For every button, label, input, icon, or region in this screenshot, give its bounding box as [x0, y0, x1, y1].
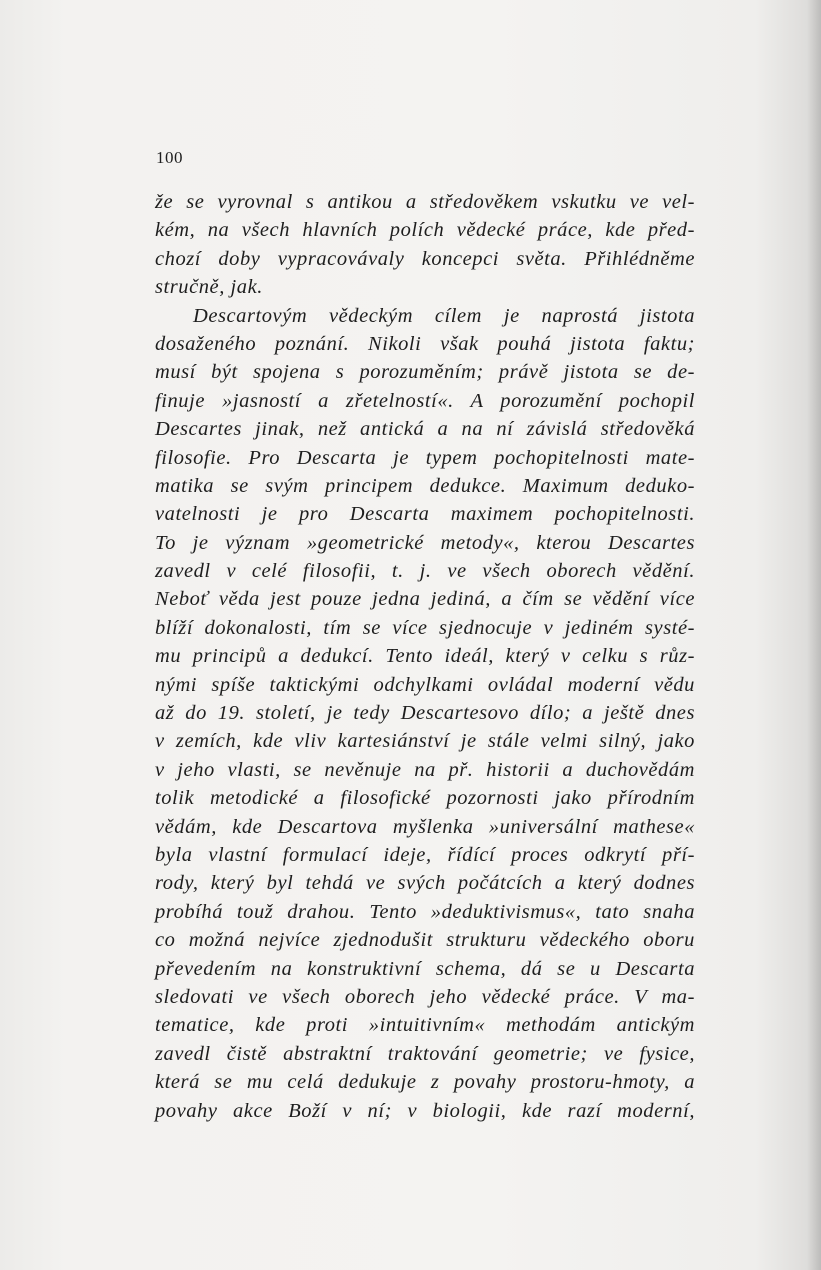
text-line: To je význam »geometrické metody«, kterou Descartes [155, 531, 695, 554]
text-line: převedením na konstruktivní schema, dá se u Descarta [155, 957, 695, 980]
text-line: rody, který byl tehdá ve svých počátcích a který dodnes [155, 872, 695, 895]
text-line: matika se svým principem dedukce. Maximum deduko- [155, 474, 695, 497]
page-number: 100 [156, 148, 183, 167]
text-line: povahy akce Boží v ní; v biologii, kde razí moderní, [155, 1099, 695, 1122]
text-line: že se vyrovnal s antikou a středověkem vskutku ve vel- [155, 191, 695, 213]
text-line: probíhá touž drahou. Tento »deduktivismus«, tato snaha [155, 900, 695, 923]
text-line: vatelnosti je pro Descarta maximem pochopitelnosti. [155, 503, 695, 526]
page-edge-shadow [807, 0, 821, 1270]
text-line: Neboť věda jest pouze jedna jediná, a čím se vědění více [155, 588, 695, 611]
text-line: byla vlastní formulací ideje, řídící proces odkrytí pří- [155, 843, 695, 866]
text-line: sledovati ve všech oborech jeho vědecké práce. V ma- [155, 985, 695, 1008]
text-line: nými spíše taktickými odchylkami ovládal moderní vědu [155, 673, 695, 696]
text-line: v zemích, kde vliv kartesiánství je stále velmi silný, jako [155, 730, 695, 753]
body-text [155, 188, 695, 1125]
text-line: Descartovým vědeckým cílem je naprostá jistota [193, 304, 695, 327]
text-line: Descartes jinak, než antická a na ní závislá středověká [155, 418, 695, 441]
text-line: tematice, kde proti »intuitivním« methodám antickým [155, 1014, 695, 1037]
text-line: v jeho vlasti, se nevěnuje na př. historii a duchovědám [155, 758, 695, 781]
text-line: až do 19. století, je tedy Descartesovo dílo; a ještě dnes [155, 702, 695, 725]
text-line: zavedl čistě abstraktní traktování geometrie; ve fysice, [155, 1042, 695, 1065]
text-line: tolik metodické a filosofické pozornosti jako přírodním [155, 787, 695, 810]
text-line: musí být spojena s porozuměním; právě jistota se de- [155, 361, 695, 384]
text-line: mu principů a dedukcí. Tento ideál, který v celku s růz- [155, 645, 695, 668]
text-line: filosofie. Pro Descarta je typem pochopitelnosti mate- [155, 446, 695, 469]
text-line: vědám, kde Descartova myšlenka »universální mathese« [155, 815, 695, 838]
text-line: kém, na všech hlavních polích vědecké práce, kde před- [155, 219, 695, 242]
text-line: dosaženého poznání. Nikoli však pouhá jistota faktu; [155, 332, 695, 355]
text-line: chozí doby vypracovávaly koncepci světa. Přihlédněme [155, 247, 695, 270]
text-line: která se mu celá dedukuje z povahy prostoru-hmoty, a [155, 1071, 695, 1094]
text-line: co možná nejvíce zjednodušit strukturu vědeckého oboru [155, 929, 695, 952]
text-line: zavedl v celé filosofii, t. j. ve všech oborech vědění. [155, 560, 695, 583]
text-line: blíží dokonalosti, tím se více sjednocuje v jediném systé- [155, 616, 695, 639]
text-line: stručně, jak. [155, 276, 263, 299]
text-line: finuje »jasností a zřetelností«. A porozumění pochopil [155, 389, 695, 412]
